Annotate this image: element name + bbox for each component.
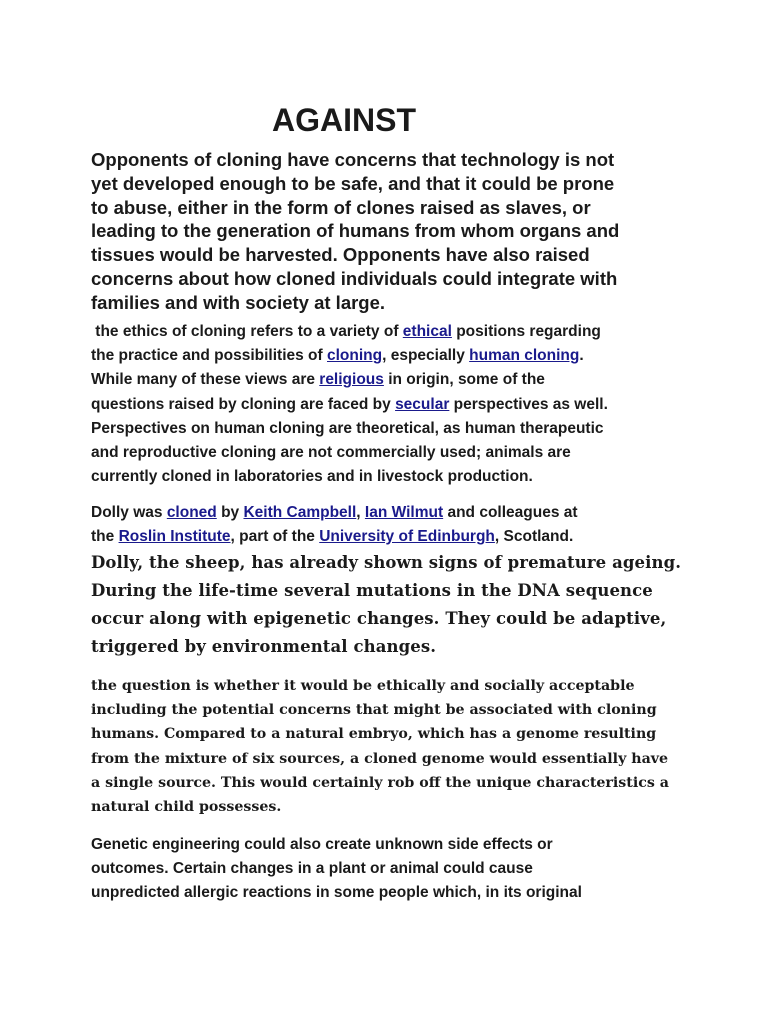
paragraph-ethics [91, 320, 691, 489]
text-line: including the potential concerns that might be associated with cloning [91, 702, 657, 719]
text-line: humans. Compared to a natural embryo, which has a genome resulting [91, 726, 657, 743]
text-line: Perspectives on human cloning are theoretical, as human therapeutic [91, 419, 604, 437]
text-line: to abuse, either in the form of clones raised as slaves, or [91, 196, 591, 218]
text-line: tissues would be harvested. Opponents have also raised [91, 244, 590, 266]
text-line: families and with society at large. [91, 291, 386, 313]
text-line: natural child possesses. [91, 799, 282, 816]
link-ethical[interactable]: ethical [402, 323, 452, 340]
text-line [91, 368, 691, 392]
text-line: and reproductive cloning are not commercially used; animals are [91, 444, 571, 462]
link-ian-wilmut[interactable]: Ian Wilmut [364, 504, 444, 521]
paragraph-ethical-question [91, 674, 691, 819]
paragraph-opponents [91, 148, 691, 315]
text-line: unpredicted allergic reactions in some people which, in its original [91, 884, 582, 901]
link-cloned[interactable]: cloned [166, 504, 217, 521]
text-run: in origin, some of the [383, 371, 545, 389]
text-run: perspectives as well. [449, 395, 608, 413]
text-line: the question is whether it would be ethically and socially acceptable [91, 678, 635, 694]
paragraph-premature-ageing [91, 549, 691, 661]
link-cloning[interactable]: cloning [327, 347, 383, 365]
link-roslin-institute[interactable]: Roslin Institute [118, 528, 231, 545]
link-human-cloning[interactable]: human cloning [469, 347, 580, 365]
text-line: leading to the generation of humans from whom organs and [91, 220, 620, 242]
text-line: a single source. This would certainly rob off the unique characteristics a [91, 774, 669, 791]
text-line: currently cloned in laboratories and in livestock production. [91, 468, 533, 486]
link-secular[interactable]: secular [395, 395, 450, 413]
text-line: occur along with epigenetic changes. They could be adaptive, [91, 609, 667, 628]
text-run: , especially [382, 347, 470, 365]
text-line: Opponents of cloning have concerns that technology is not [91, 149, 615, 170]
text-line: triggered by environmental changes. [91, 637, 437, 656]
text-line [91, 344, 691, 368]
text-run: While many of these views are [91, 371, 320, 389]
text-line: outcomes. Certain changes in a plant or animal could cause [91, 860, 533, 877]
text-line: yet developed enough to be safe, and that it could be prone [91, 172, 615, 194]
text-line: from the mixture of six sources, a cloned genome would essentially have [91, 750, 669, 767]
text-run: . [579, 347, 584, 365]
text-line [91, 525, 691, 549]
link-keith-campbell[interactable]: Keith Campbell [243, 504, 357, 521]
text-line: During the life-time several mutations in the DNA sequence [91, 581, 653, 600]
text-line: concerns about how cloned individuals could integrate with [91, 267, 618, 289]
text-run: the [91, 528, 119, 545]
link-university-of-edinburgh[interactable]: University of Edinburgh [319, 528, 495, 545]
link-religious[interactable]: religious [319, 371, 384, 389]
text-run: and colleagues at [443, 504, 578, 521]
paragraph-dolly [91, 501, 691, 549]
text-line [91, 393, 691, 417]
text-run: positions regarding [451, 323, 601, 340]
text-run: , part of the [230, 528, 320, 545]
text-line: Genetic engineering could also create unknown side effects or [91, 836, 553, 853]
paragraph-genetic-engineering [91, 833, 691, 905]
text-line [91, 320, 691, 344]
text-run: by [216, 504, 244, 521]
page-title: AGAINST [272, 102, 416, 138]
text-line: Dolly, the sheep, has already shown signs of premature ageing. [91, 553, 682, 572]
text-run: , Scotland. [494, 528, 574, 545]
text-run: the practice and possibilities of [91, 347, 327, 365]
text-run: questions raised by cloning are faced by [91, 395, 396, 413]
text-run: the ethics of cloning refers to a variety of [91, 323, 403, 340]
text-run: Dolly was [91, 504, 167, 521]
text-run: , [356, 504, 365, 521]
text-line [91, 501, 691, 525]
